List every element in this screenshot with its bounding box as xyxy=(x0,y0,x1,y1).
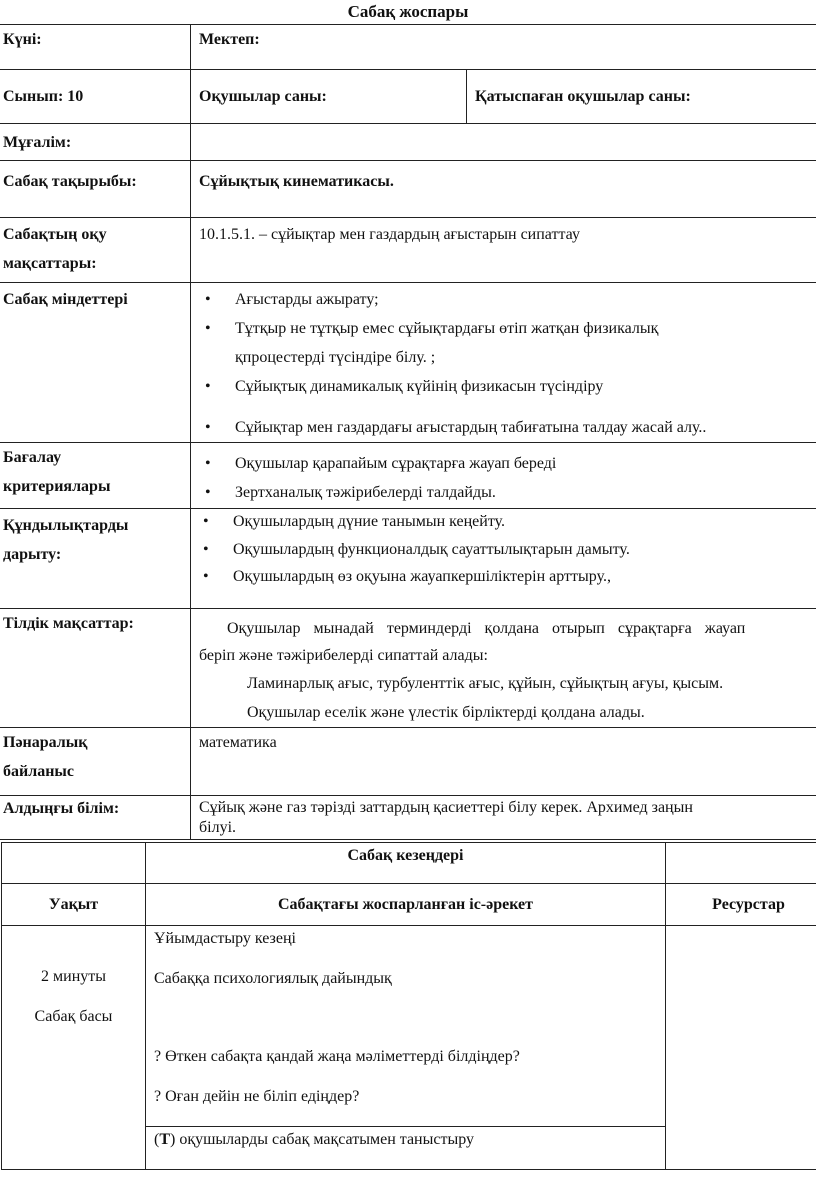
list-item: • Сұйықтық динамикалық күйінің физикасын түсіндіру xyxy=(235,372,816,401)
topic-value: Сұйықтық кинематикасы. xyxy=(191,161,816,218)
language-line-1: Оқушылар мынадай терминдерді қолдана отырып сұрақтарға жауап xyxy=(227,620,746,637)
stage-task: (Т) оқушыларды сабақ мақсатымен таныстыру xyxy=(146,1127,666,1170)
lesson-plan-table xyxy=(0,24,816,840)
values-label-line-2: дарыту: xyxy=(3,546,62,563)
prior-value-line-2: білуі. xyxy=(199,819,237,836)
tasks-list-cont xyxy=(191,372,816,442)
day-label: Күні: xyxy=(0,25,191,70)
students-label: Оқушылар саны: xyxy=(191,70,467,124)
language-line-2: беріп және тәжірибелерді сипаттай алады: xyxy=(199,647,488,664)
prior-label: Алдыңғы білім: xyxy=(0,796,191,840)
col-activity-header: Сабақтағы жоспарланған іс-әрекет xyxy=(146,884,666,926)
row-class xyxy=(0,70,816,124)
topic-label: Сабақ тақырыбы: xyxy=(0,161,191,218)
objectives-label-line-1: Сабақтың оқу xyxy=(3,226,107,243)
list-item: • Оқушылардың функционалдық сауаттылықтарын дамыту. xyxy=(233,535,816,564)
objectives-label xyxy=(0,218,191,283)
tasks-list xyxy=(191,285,816,343)
row-tasks xyxy=(0,283,816,443)
objectives-label-line-2: мақсаттары: xyxy=(3,255,97,272)
activity-line: Сабаққа психологиялық дайындық xyxy=(154,970,392,987)
teacher-marker: Т xyxy=(159,1131,170,1148)
language-label: Тілдік мақсаттар: xyxy=(0,609,191,728)
language-cell xyxy=(191,609,816,728)
prior-value xyxy=(191,796,816,840)
list-item: • Зертханалық тәжірибелерді талдайды. xyxy=(235,478,816,507)
stages-header-empty xyxy=(2,843,146,884)
stage-duration: 2 минуты xyxy=(41,968,106,985)
list-item: • Оқушылар қарапайым сұрақтарға жауап береді xyxy=(235,449,816,478)
stage-activity xyxy=(146,926,666,1127)
row-topic xyxy=(0,161,816,218)
interdisc-label xyxy=(0,728,191,796)
lesson-stages-table xyxy=(1,842,816,1170)
col-resources-header: Ресурстар xyxy=(666,884,816,926)
col-time-header: Уақыт xyxy=(2,884,146,926)
row-objectives xyxy=(0,218,816,283)
values-list xyxy=(191,509,816,590)
stages-header-empty-right xyxy=(666,843,816,884)
activity-line: Ұйымдастыру кезеңі xyxy=(154,930,296,947)
list-item: • Оқушылардың дүние танымын кеңейту. xyxy=(233,509,816,535)
class-label: Сынып: 10 xyxy=(0,70,191,124)
list-item: • Сұйықтар мен газдардағы ағыстардың табиғатына талдау жасай алу.. xyxy=(235,413,816,442)
list-item: • Оқушылардың өз оқуына жауапкершіліктерін арттыру., xyxy=(233,564,816,590)
interdisc-value: математика xyxy=(191,728,816,796)
stage-time xyxy=(2,926,146,1170)
row-criteria xyxy=(0,443,816,509)
interdisc-label-line-2: байланыс xyxy=(3,763,75,780)
stage-resources xyxy=(666,926,816,1170)
stages-header: Сабақ кезеңдері xyxy=(146,843,666,884)
tasks-label: Сабақ міндеттері xyxy=(0,283,191,443)
page-title: Сабақ жоспары xyxy=(347,2,469,21)
values-label-line-1: Құндылықтарды xyxy=(3,517,129,534)
criteria-list xyxy=(191,449,816,507)
criteria-label-line-2: критериялары xyxy=(3,478,111,495)
criteria-label-line-1: Бағалау xyxy=(3,449,62,466)
language-line-3: Ламинарлық ағыс, турбуленттік ағыс, құйын, сұйықтың ағуы, қысым. xyxy=(247,675,724,692)
activity-line: ? Оған дейін не біліп едіңдер? xyxy=(154,1088,360,1105)
criteria-cell xyxy=(191,443,816,509)
row-day xyxy=(0,25,816,70)
row-prior-knowledge xyxy=(0,796,816,840)
values-label xyxy=(0,509,191,609)
tasks-cell xyxy=(191,283,816,443)
stages-columns-row xyxy=(2,884,816,926)
row-values xyxy=(0,509,816,609)
row-interdisciplinary xyxy=(0,728,816,796)
prior-value-line-1: Сұйық және газ тәрізді заттардың қасиеттері білу керек. Архимед заңын xyxy=(199,799,693,816)
stage-row xyxy=(2,926,816,1127)
stage-name: Сабақ басы xyxy=(34,1008,113,1025)
teacher-label: Мұғалім: xyxy=(0,124,191,161)
row-language xyxy=(0,609,816,728)
task-text: оқушыларды сабақ мақсатымен таныстыру xyxy=(175,1131,474,1148)
list-item: • Ағыстарды ажырату; xyxy=(235,285,816,314)
teacher-value xyxy=(191,124,816,161)
objectives-value: 10.1.5.1. – сұйықтар мен газдардың ағыстарын сипаттау xyxy=(191,218,816,283)
school-label: Мектеп: xyxy=(191,25,816,70)
values-cell xyxy=(191,509,816,609)
interdisc-label-line-1: Пәнаралық xyxy=(3,734,88,751)
activity-line: ? Өткен сабақта қандай жаңа мәліметтерді білдіңдер? xyxy=(154,1048,520,1065)
list-item-continuation: қпроцестерді түсіндіре білу. ; xyxy=(235,349,436,366)
list-item: • Тұтқыр не тұтқыр емес сұйықтардағы өтіп жатқан физикалық xyxy=(235,314,816,343)
language-line-4: Оқушылар еселік және үлестік бірліктерді қолдана алады. xyxy=(247,704,645,721)
criteria-label xyxy=(0,443,191,509)
stages-header-row xyxy=(2,843,816,884)
absent-label: Қатыспаған оқушылар саны: xyxy=(467,70,816,124)
row-teacher xyxy=(0,124,816,161)
